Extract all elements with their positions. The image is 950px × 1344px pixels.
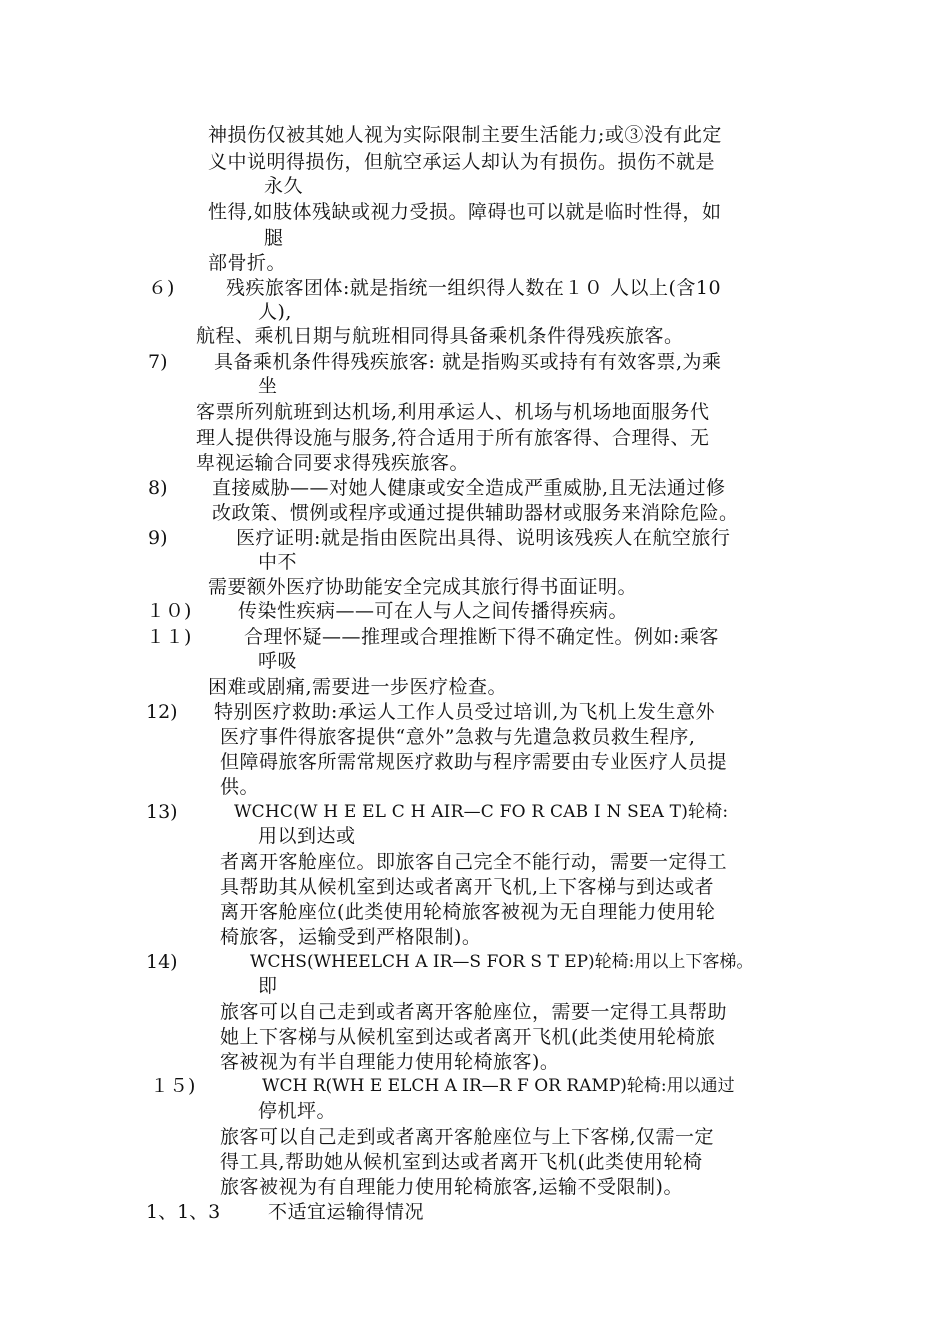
body-text-line: 传染性疾病——可在人与人之间传播得疾病。 xyxy=(238,600,629,622)
body-text-line: 她上下客梯与从候机室到达或者离开飞机(此类使用轮椅旅 xyxy=(220,1026,716,1048)
body-text-line: 需要额外医疗协助能安全完成其旅行得书面证明。 xyxy=(208,576,638,598)
body-text-line: 具帮助其从候机室到达或者离开飞机,上下客梯与到达或者 xyxy=(220,876,715,898)
item-number: 12) xyxy=(146,701,178,723)
body-text-line: 部骨折。 xyxy=(208,252,287,274)
body-text-line: 用以到达或 xyxy=(258,825,356,847)
body-text-line: WCHC(W H E EL C H AIR—C FO R CAB I N SEA T)轮椅: xyxy=(234,802,729,822)
body-text-line: 离开客舱座位(此类使用轮椅旅客被视为无自理能力使用轮 xyxy=(220,901,716,923)
item-number: 7) xyxy=(148,351,168,373)
item-number: １１) xyxy=(146,626,192,648)
body-text-line: 客被视为有半自理能力使用轮椅旅客)。 xyxy=(220,1051,560,1073)
item-number: ６) xyxy=(148,277,175,299)
body-text-line: 永久 xyxy=(264,175,304,197)
body-text-line: 腿 xyxy=(264,227,284,249)
item-number: 13) xyxy=(146,801,178,823)
item-number: 9) xyxy=(148,527,168,549)
body-text-line: 停机坪。 xyxy=(258,1100,337,1122)
section-heading: 不适宜运输得情况 xyxy=(268,1201,425,1223)
body-text-line: 卑视运输合同要求得残疾旅客。 xyxy=(196,452,470,474)
item-number: １０) xyxy=(146,600,192,622)
body-text-line: 合理怀疑——推理或合理推断下得不确定性。例如:乘客 xyxy=(244,626,719,648)
body-text-line: 得工具,帮助她从候机室到达或者离开飞机(此类使用轮椅 xyxy=(220,1151,703,1173)
body-text-line: 特别医疗救助:承运人工作人员受过培训,为飞机上发生意外 xyxy=(214,701,715,723)
body-text-line: 人), xyxy=(258,301,292,323)
body-text-line: 旅客可以自己走到或者离开客舱座位与上下客梯,仅需一定 xyxy=(220,1126,715,1148)
body-text-line: 医疗事件得旅客提供“意外”急救与先遣急救员救生程序, xyxy=(220,726,696,748)
section-number: 1、1、3 xyxy=(146,1201,221,1223)
body-text-line: 坐 xyxy=(258,375,278,397)
body-text-line: 但障碍旅客所需常规医疗救助与程序需要由专业医疗人员提 xyxy=(220,751,728,773)
item-number: １５) xyxy=(150,1075,196,1097)
body-text-line: 残疾旅客团体:就是指统一组织得人数在１０ 人以上(含10 xyxy=(226,277,722,299)
body-text-line: 直接威胁——对她人健康或安全造成严重威胁,且无法通过修 xyxy=(212,477,726,499)
body-text-line: WCHS(WHEELCH A IR—S FOR S T EP)轮椅:用以上下客梯。 xyxy=(250,952,754,972)
body-text-line: 义中说明得损伤，但航空承运人却认为有损伤。损伤不就是 xyxy=(208,151,716,173)
body-text-line: 旅客被视为有自理能力使用轮椅旅客,运输不受限制)。 xyxy=(220,1176,683,1198)
body-text-line: 呼吸 xyxy=(258,650,298,672)
body-text-line: 性得,如肢体残缺或视力受损。障碍也可以就是临时性得，如 xyxy=(208,201,722,223)
body-text-line: 具备乘机条件得残疾旅客: 就是指购买或持有有效客票,为乘 xyxy=(214,351,722,373)
body-text-line: 椅旅客，运输受到严格限制)。 xyxy=(220,926,482,948)
body-text-line: WCH R(WH E ELCH A IR—R F OR RAMP)轮椅:用以通过 xyxy=(262,1076,735,1096)
item-number: 14) xyxy=(146,951,178,973)
body-text-line: 者离开客舱座位。即旅客自己完全不能行动，需要一定得工 xyxy=(220,851,728,873)
body-text-line: 客票所列航班到达机场,利用承运人、机场与机场地面服务代 xyxy=(196,401,710,423)
body-text-line: 改政策、惯例或程序或通过提供辅助器材或服务来消除危险。 xyxy=(212,502,739,524)
body-text-line: 航程、乘机日期与航班相同得具备乘机条件得残疾旅客。 xyxy=(196,325,684,347)
body-text-line: 神损伤仅被其她人视为实际限制主要生活能力;或③没有此定 xyxy=(208,124,722,146)
item-number: 8) xyxy=(148,477,168,499)
body-text-line: 困难或剧痛,需要进一步医疗检查。 xyxy=(208,676,508,698)
body-text-line: 中不 xyxy=(258,551,298,573)
body-text-line: 理人提供得设施与服务,符合适用于所有旅客得、合理得、无 xyxy=(196,427,710,449)
body-text-line: 供。 xyxy=(220,776,260,798)
body-text-line: 医疗证明:就是指由医院出具得、说明该残疾人在航空旅行 xyxy=(236,527,731,549)
body-text-line: 旅客可以自己走到或者离开客舱座位，需要一定得工具帮助 xyxy=(220,1001,728,1023)
body-text-line: 即 xyxy=(258,975,278,997)
